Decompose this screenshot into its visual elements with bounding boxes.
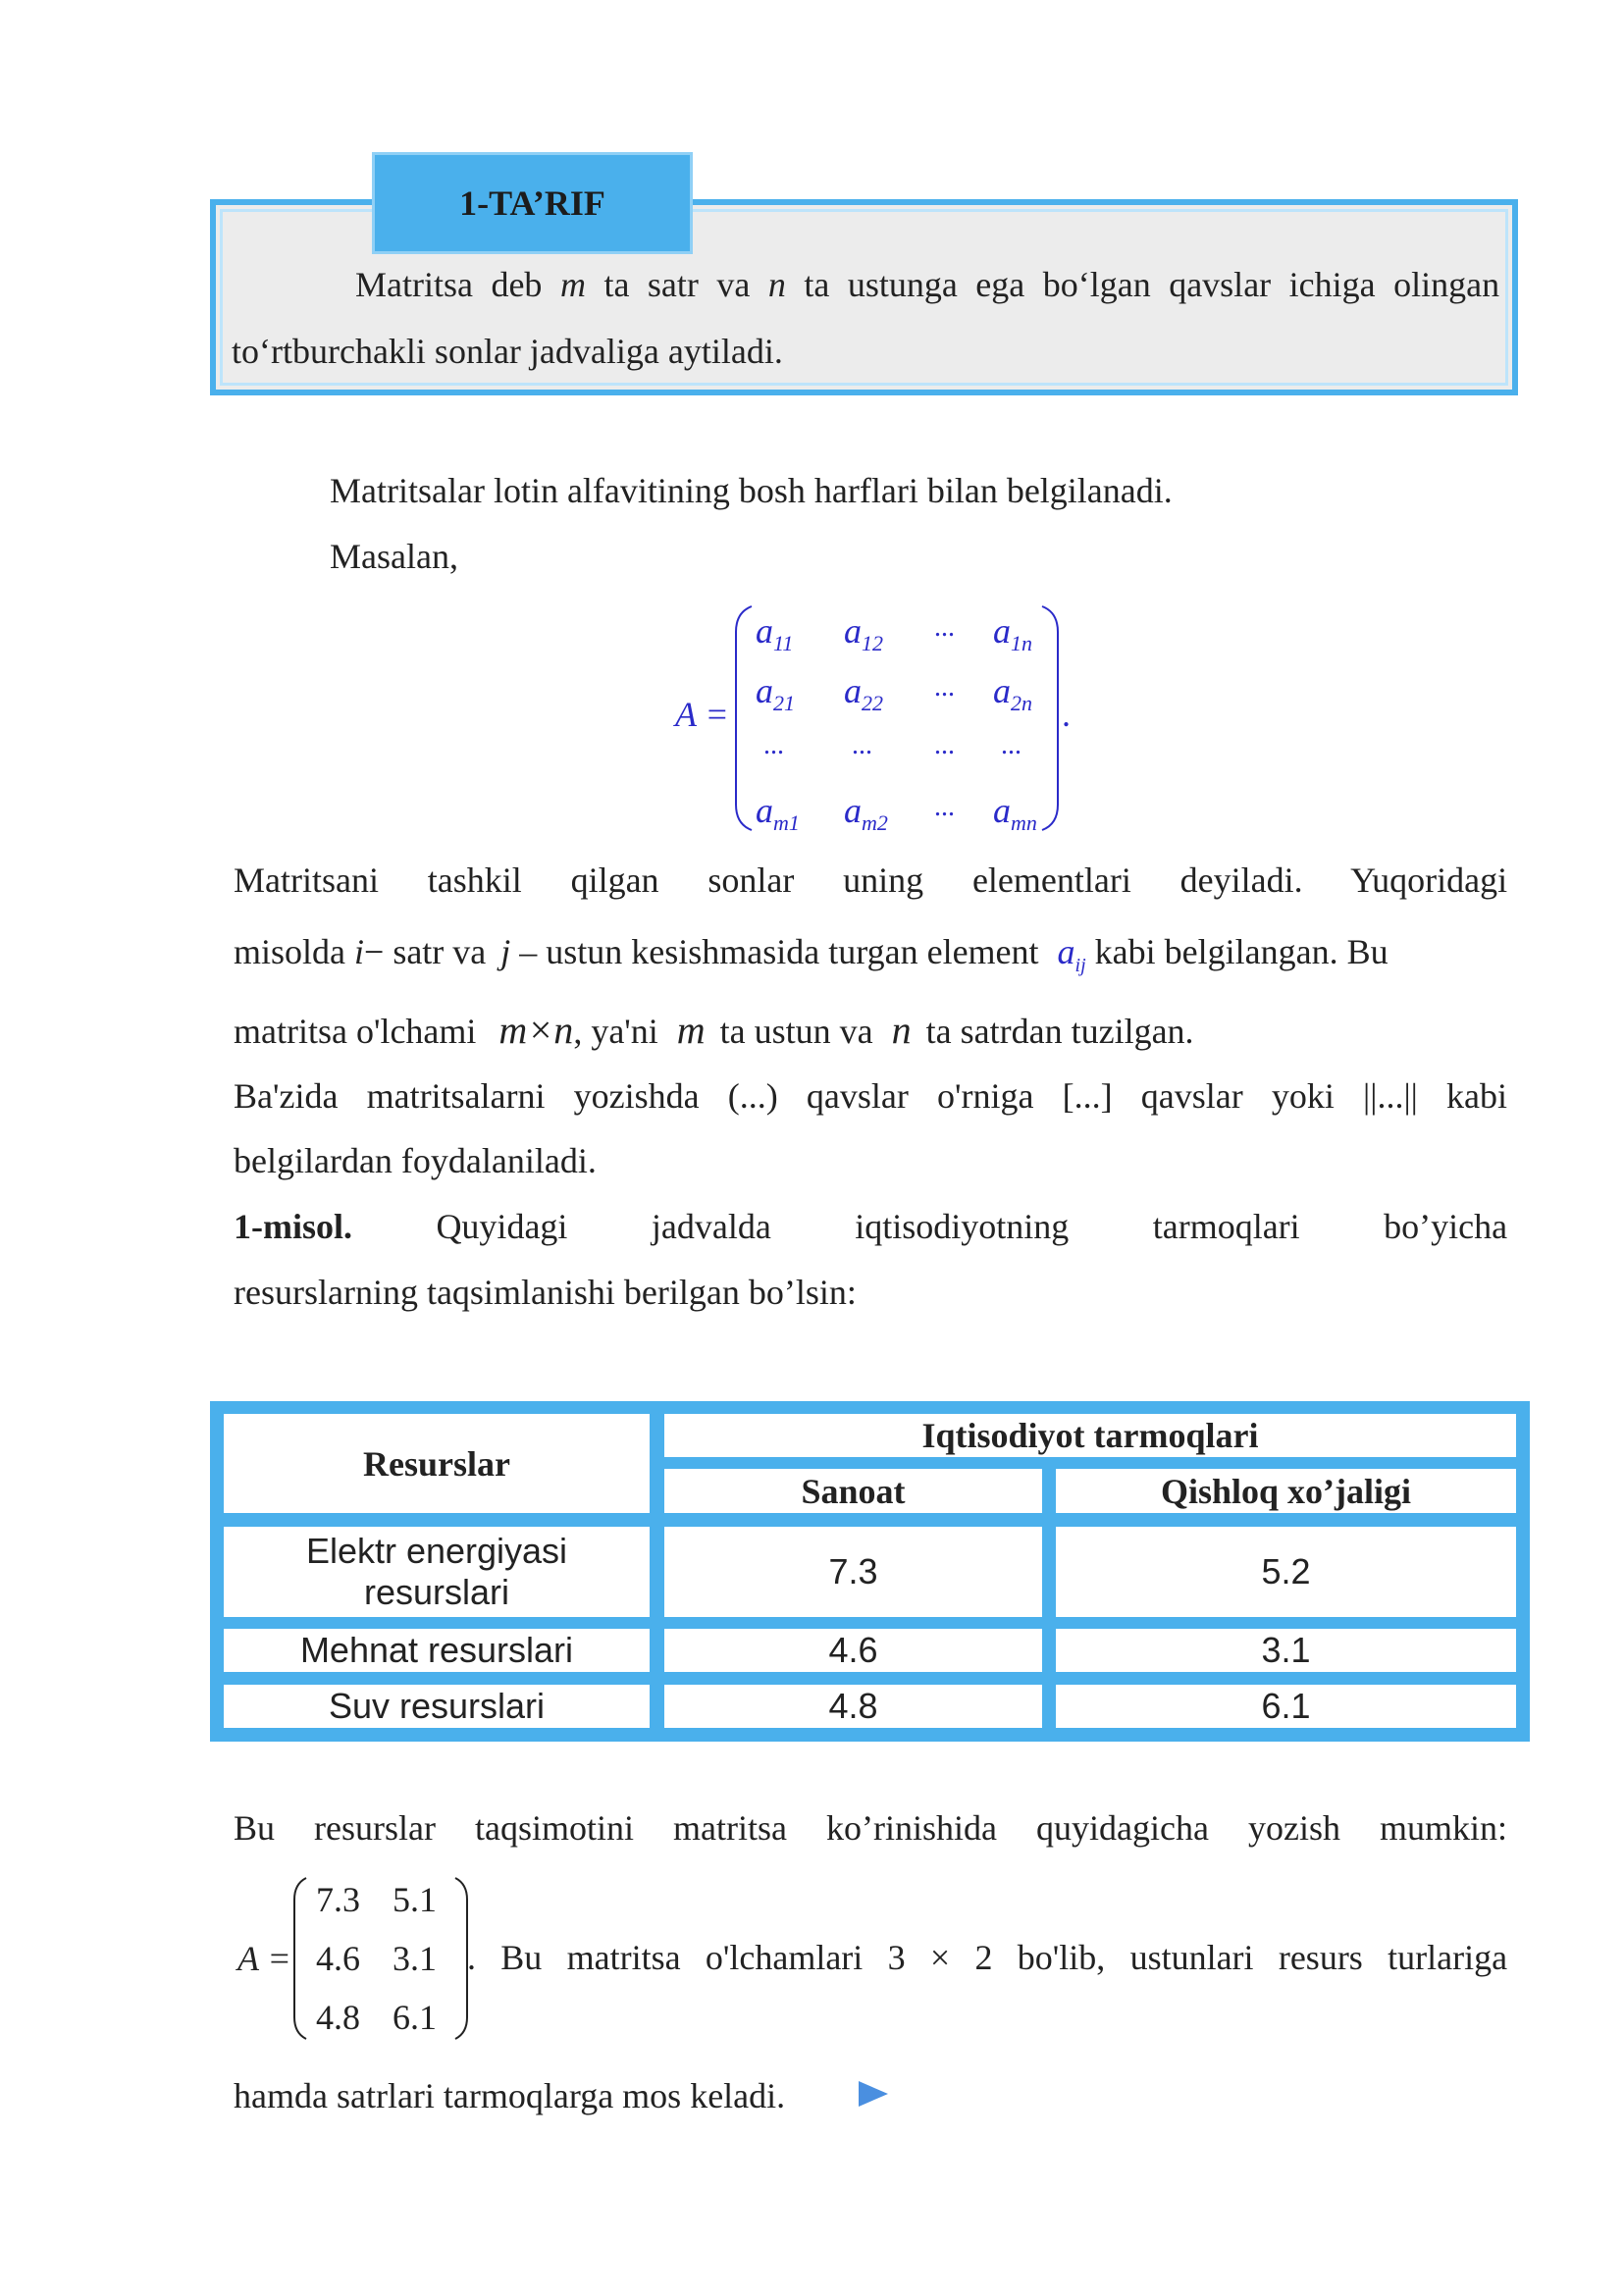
dimension-mxn: m×n: [498, 1008, 574, 1052]
text-part: kabi belgilangan. Bu: [1094, 932, 1388, 971]
matrix-element-subscript: 1n: [1011, 631, 1032, 656]
paragraph-example-1-line-1: [234, 1207, 1507, 1246]
word: yozish: [1247, 1808, 1340, 1848]
text-part: matritsa o'lchami: [234, 1012, 477, 1051]
word: mumkin:: [1379, 1808, 1507, 1848]
matrix-element-subscript: 2n: [1011, 691, 1032, 716]
matrix-element-base: a: [844, 611, 862, 651]
table-row-1-name: [224, 1527, 650, 1617]
paragraph-example-intro: Masalan,: [330, 537, 458, 576]
variable-j: j: [500, 932, 511, 971]
matrix-element-base: ...: [934, 792, 955, 822]
word: iqtisodiyotning: [855, 1207, 1070, 1246]
word: taqsimotini: [475, 1808, 634, 1848]
text-part: misolda: [234, 932, 345, 971]
matrix-element-base: a: [993, 671, 1011, 710]
word: o'lchamlari: [705, 1938, 864, 1977]
play-icon-shape: [859, 2081, 888, 2107]
matrix-element-base: a: [756, 671, 773, 710]
word: elementlari: [971, 861, 1131, 900]
table-row-2-name: Mehnat resurslari: [224, 1629, 650, 1672]
matrix-element: [756, 610, 793, 656]
left-paren: [294, 1878, 306, 2039]
paragraph-matrix-form: [234, 1808, 1507, 1848]
matrix-element: [934, 792, 955, 823]
table-header-resources: Resurslar: [224, 1414, 650, 1513]
matrix-element-subscript: mn: [1011, 810, 1037, 836]
paragraph-elements-line-3: [234, 1008, 1194, 1052]
table-row-1-sanoat: 7.3: [664, 1527, 1042, 1617]
word: Bu: [234, 1808, 276, 1848]
matrix-element-base: ...: [934, 612, 955, 643]
matrix-element: [763, 730, 784, 761]
word: ustunlari: [1129, 1938, 1254, 1977]
matrix-2-element: 4.8: [316, 1998, 360, 2037]
example-label: 1-misol.: [234, 1207, 352, 1246]
word: sonlar: [707, 861, 795, 900]
definition-line-1: [232, 251, 1499, 318]
matrix-element: [844, 790, 888, 836]
word: Matritsani: [234, 861, 379, 900]
matrix-label: A =: [675, 695, 729, 734]
matrix-element: [844, 610, 883, 656]
paragraph-notation: Matritsalar lotin alfavitining bosh harflari bilan belgilanadi.: [330, 471, 1173, 510]
word: Quyidagi: [436, 1207, 568, 1246]
definition-tab: [372, 152, 693, 254]
paragraph-example-1-line-2: resurslarning taqsimlanishi berilgan bo’lsin:: [234, 1273, 857, 1312]
matrix-element-subscript: 21: [773, 691, 795, 716]
word: resurs: [1278, 1938, 1363, 1977]
paragraph-elements-line-2: [234, 932, 1388, 985]
matrix-element-base: ...: [852, 730, 872, 760]
matrix-element: [993, 670, 1032, 716]
table-row-1-qishloq: 5.2: [1056, 1527, 1516, 1617]
table-header-sanoat: Sanoat: [664, 1469, 1042, 1513]
element-aij-subscript: ij: [1074, 955, 1086, 977]
definition-title: 1-TA’RIF: [459, 183, 605, 223]
word: resurslar: [314, 1808, 436, 1848]
matrix-element-base: ...: [934, 672, 955, 703]
paragraph-elements-line-1: [234, 861, 1507, 900]
matrix-element-base: a: [844, 671, 862, 710]
variable-n: n: [891, 1008, 912, 1052]
word: uning: [843, 861, 924, 900]
element-aij-base: a: [1057, 932, 1075, 971]
matrix-2-element: 7.3: [316, 1880, 360, 1919]
variable-n: n: [767, 265, 786, 304]
matrix-element: [756, 790, 800, 836]
matrix-element-subscript: m2: [862, 810, 888, 836]
word: Yuqoridagi: [1350, 861, 1508, 900]
word: tashkil: [427, 861, 522, 900]
left-paren: [736, 606, 752, 830]
text-part: , ya'ni: [573, 1012, 658, 1051]
table-row-3-sanoat: 4.8: [664, 1685, 1042, 1728]
matrix-element: [993, 610, 1032, 656]
word: qilgan: [570, 861, 659, 900]
matrix-2-description: [467, 1938, 1507, 1977]
matrix-element: [844, 670, 883, 716]
matrix-element-base: a: [756, 791, 773, 830]
paragraph-brackets-line-1: Ba'zida matritsalarni yozishda (...) qavslar o'rniga [...] qavslar yoki ||...|| kabi: [234, 1076, 1507, 1116]
matrix-element: [1001, 730, 1022, 761]
matrix-element-base: ...: [763, 730, 784, 760]
word: deyiladi.: [1179, 861, 1303, 900]
paragraph-brackets-line-2: belgilardan foydalaniladi.: [234, 1141, 597, 1180]
matrix-element-base: a: [993, 611, 1011, 651]
word: turlariga: [1388, 1938, 1508, 1977]
definition-text-part: Matritsa deb: [355, 265, 543, 304]
table-header-group: Iqtisodiyot tarmoqlari: [664, 1414, 1516, 1457]
right-paren: [1042, 606, 1058, 830]
matrix-element-base: a: [993, 791, 1011, 830]
matrix-period: .: [1062, 695, 1071, 734]
matrix-element-subscript: 12: [862, 631, 883, 656]
word: matritsa: [566, 1938, 681, 1977]
word: ko’rinishida: [826, 1808, 997, 1848]
matrix-element-subscript: m1: [773, 810, 800, 836]
paragraph-rows-meaning: hamda satrlari tarmoqlarga mos keladi.: [234, 2076, 786, 2115]
row-name-line: resurslari: [363, 1572, 510, 1612]
variable-m: m: [676, 1008, 706, 1052]
matrix-element-base: ...: [1001, 730, 1022, 760]
matrix-2-element: 3.1: [393, 1939, 437, 1978]
matrix-element-base: a: [756, 611, 773, 651]
matrix-element-base: a: [844, 791, 862, 830]
matrix-2-label: A =: [237, 1939, 291, 1978]
text-part: ta satrdan tuzilgan.: [925, 1012, 1194, 1051]
matrix-element: [756, 670, 795, 716]
element-aij: [1057, 932, 1086, 977]
matrix-element: [852, 730, 872, 761]
matrix-element: [934, 612, 955, 644]
text-part: ta ustun va: [719, 1012, 873, 1051]
matrix-element: [993, 790, 1037, 836]
table-row-3-qishloq: 6.1: [1056, 1685, 1516, 1728]
variable-m: m: [559, 265, 586, 304]
play-icon: [857, 2079, 890, 2109]
right-paren: [455, 1878, 467, 2039]
word: 3 × 2: [887, 1938, 993, 1977]
word: quyidagicha: [1036, 1808, 1209, 1848]
definition-text: [232, 251, 1499, 385]
table-header-qishloq: Qishloq xo’jaligi: [1056, 1469, 1516, 1513]
variable-i: i: [354, 932, 365, 971]
text-part: – ustun kesishmasida turgan element: [519, 932, 1039, 971]
word: tarmoqlari: [1152, 1207, 1300, 1246]
text-part: − satr va: [364, 932, 487, 971]
matrix-2-element: 4.6: [316, 1939, 360, 1978]
table-row-2-qishloq: 3.1: [1056, 1629, 1516, 1672]
matrix-element: [934, 730, 955, 761]
word: matritsa: [673, 1808, 787, 1848]
matrix-2-element: 5.1: [393, 1880, 437, 1919]
matrix-element: [934, 672, 955, 704]
matrix-element-subscript: 22: [862, 691, 883, 716]
definition-line-2: to‘rtburchakli sonlar jadvaliga aytiladi.: [232, 332, 783, 371]
definition-text-part: ta ustunga ega bo‘lgan qavslar ichiga olingan: [804, 265, 1500, 304]
row-name-line: Elektr energiyasi: [305, 1531, 568, 1571]
matrix-2-element: 6.1: [393, 1998, 437, 2037]
word: bo’yicha: [1384, 1207, 1508, 1246]
word: . Bu: [467, 1938, 543, 1977]
matrix-element-subscript: 11: [773, 631, 794, 656]
matrix-element-base: ...: [934, 730, 955, 760]
definition-text-part: ta satr va: [603, 265, 751, 304]
word: jadvalda: [651, 1207, 771, 1246]
table-row-2-sanoat: 4.6: [664, 1629, 1042, 1672]
word: bo'lib,: [1017, 1938, 1106, 1977]
table-row-3-name: Suv resurslari: [224, 1685, 650, 1728]
